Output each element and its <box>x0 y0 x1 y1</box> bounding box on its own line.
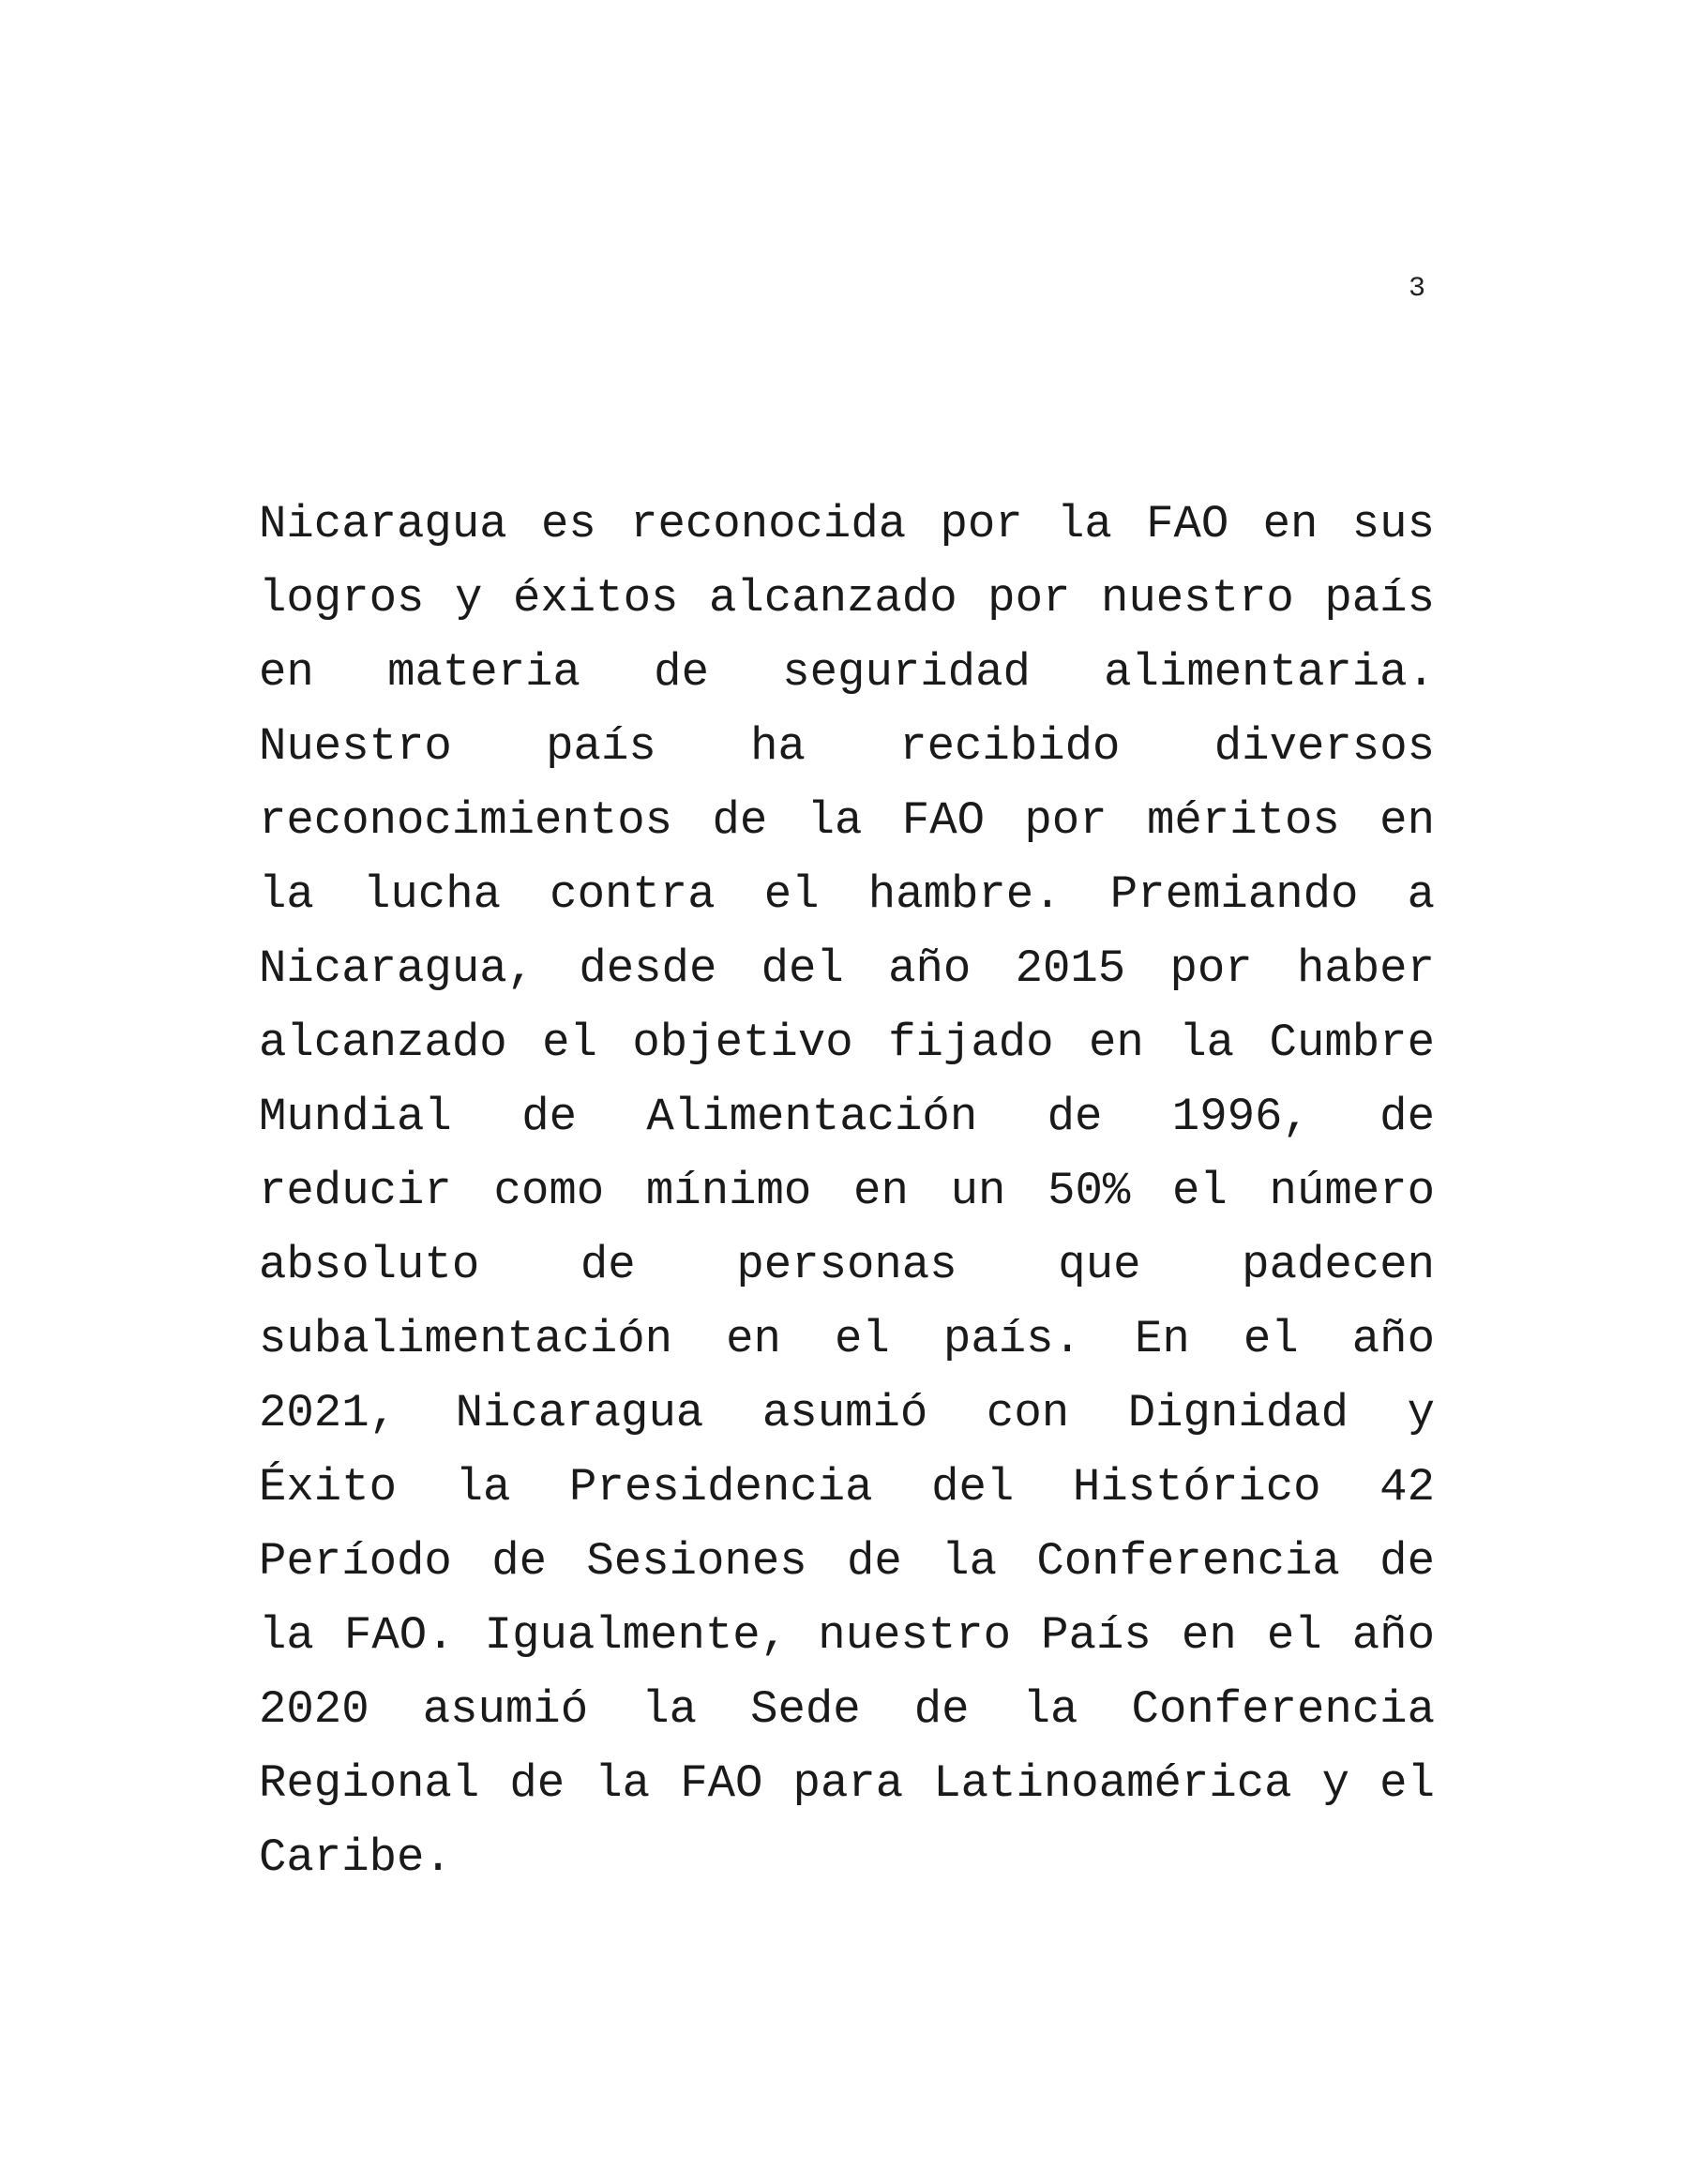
paragraph-line: logros y éxitos alcanzado por nuestro país <box>259 572 1435 625</box>
paragraph-line: Mundial de Alimentación de 1996, de <box>259 1091 1435 1143</box>
paragraph-line: Éxito la Presidencia del Histórico 42 <box>259 1461 1435 1514</box>
paragraph-line: en materia de seguridad alimentaria. <box>259 646 1435 699</box>
paragraph-line: reducir como mínimo en un 50% el número <box>259 1165 1435 1217</box>
paragraph-line: Caribe. <box>259 1831 452 1884</box>
page-number: 3 <box>1408 273 1425 305</box>
paragraph-line: reconocimientos de la FAO por méritos en <box>259 794 1435 847</box>
paragraph-line: Nicaragua es reconocida por la FAO en sus <box>259 498 1435 550</box>
paragraph-line: Período de Sesiones de la Conferencia de <box>259 1535 1435 1588</box>
paragraph-line: 2021, Nicaragua asumió con Dignidad y <box>259 1387 1435 1439</box>
paragraph-line: Regional de la FAO para Latinoamérica y el <box>259 1757 1435 1810</box>
paragraph-line: Nicaragua, desde del año 2015 por haber <box>259 942 1435 995</box>
paragraph-line: absoluto de personas que padecen <box>259 1239 1435 1291</box>
paragraph-line: Nuestro país ha recibido diversos <box>259 720 1435 773</box>
body-paragraph <box>259 488 1435 1895</box>
paragraph-line: 2020 asumió la Sede de la Conferencia <box>259 1683 1435 1736</box>
paragraph-line: la lucha contra el hambre. Premiando a <box>259 868 1435 921</box>
paragraph-line: alcanzado el objetivo fijado en la Cumbre <box>259 1017 1435 1069</box>
paragraph-line: la FAO. Igualmente, nuestro País en el año <box>259 1609 1435 1662</box>
paragraph-line: subalimentación en el país. En el año <box>259 1313 1435 1365</box>
